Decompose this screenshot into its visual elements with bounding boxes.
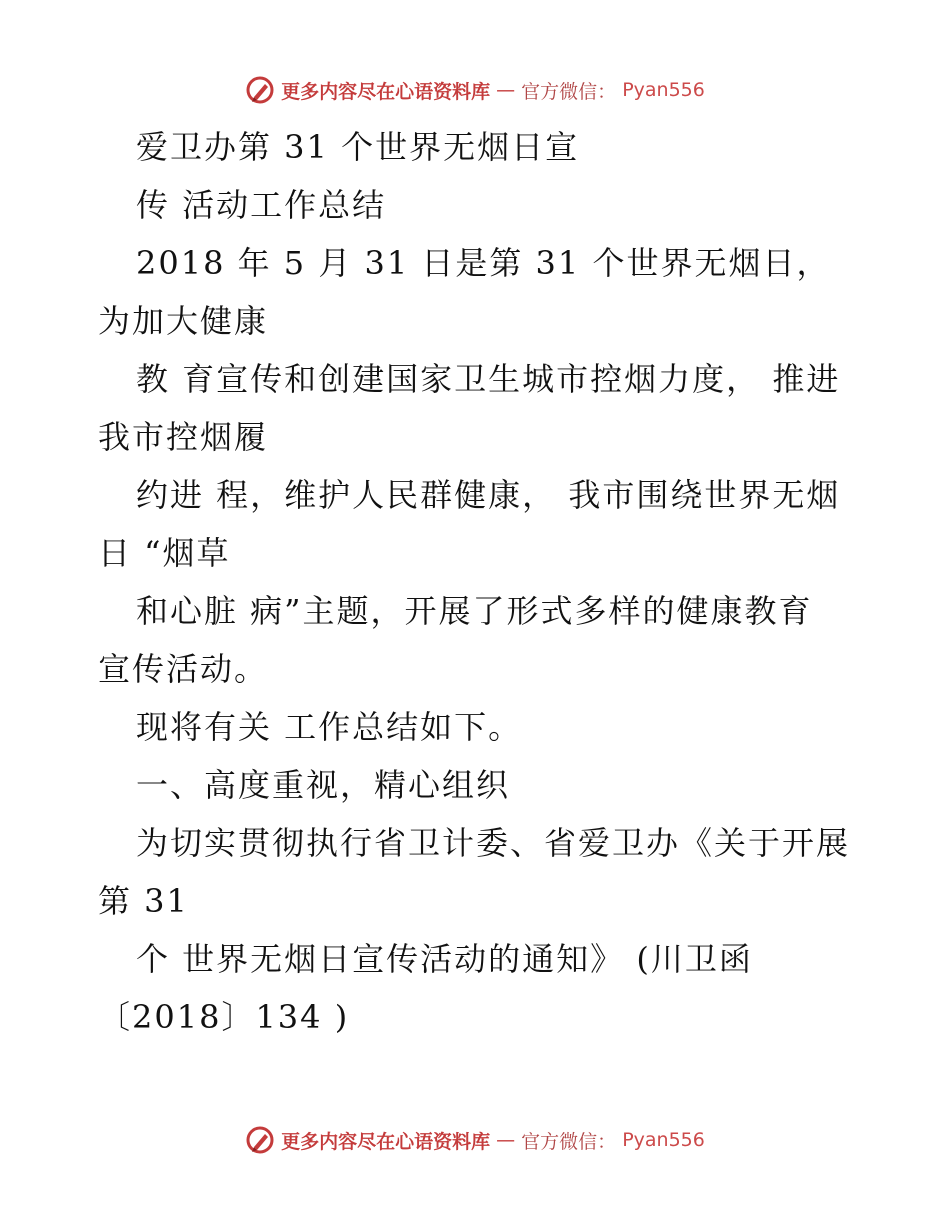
banner-wechat-id: Pyan556 (622, 79, 705, 101)
paragraph-line: 宣传活动。 (98, 650, 269, 688)
footer-banner (0, 1120, 950, 1160)
paragraph-line: 〔2018〕134 ) (98, 998, 350, 1036)
title-line-2: 传 活动工作总结 (136, 186, 387, 224)
paragraph-line: 第 31 (98, 882, 189, 920)
title-line-1: 爱卫办第 31 个世界无烟日宣 (136, 128, 580, 166)
paragraph-line: 我市控烟履 (98, 418, 269, 456)
document-body (98, 118, 858, 1046)
paragraph-line: 和心脏 病”主题，开展了形式多样的健康教育 (136, 592, 813, 630)
paragraph-line: 个 世界无烟日宣传活动的通知》 (川卫函 (136, 940, 753, 978)
paragraph-line: 2018 年 5 月 31 日是第 31 个世界无烟日， (136, 244, 831, 282)
paragraph-line: 为加大健康 (98, 302, 269, 340)
paragraph-line: 约进 程，维护人民群健康， 我市围绕世界无烟 (136, 476, 841, 514)
banner-main-text: 更多内容尽在心语资料库 (281, 80, 491, 103)
banner-wechat-label: 官方微信： (521, 80, 617, 103)
banner-separator: — (496, 1129, 516, 1151)
banner-main-text: 更多内容尽在心语资料库 (281, 1130, 491, 1153)
paragraph-line: 现将有关 工作总结如下。 (136, 708, 523, 746)
banner-wechat-label: 官方微信： (521, 1130, 617, 1153)
paragraph-line: 为切实贯彻执行省卫计委、省爱卫办《关于开展 (136, 824, 851, 862)
pen-logo-icon (245, 1125, 275, 1155)
paragraph-line: 教 育宣传和创建国家卫生城市控烟力度， 推进 (136, 360, 841, 398)
banner-wechat-id: Pyan556 (622, 1129, 705, 1151)
section-heading: 一、高度重视，精心组织 (136, 766, 511, 804)
pen-logo-icon (245, 75, 275, 105)
banner-separator: — (496, 79, 516, 101)
paragraph-line: 日 “烟草 (98, 534, 231, 572)
header-banner (0, 70, 950, 110)
